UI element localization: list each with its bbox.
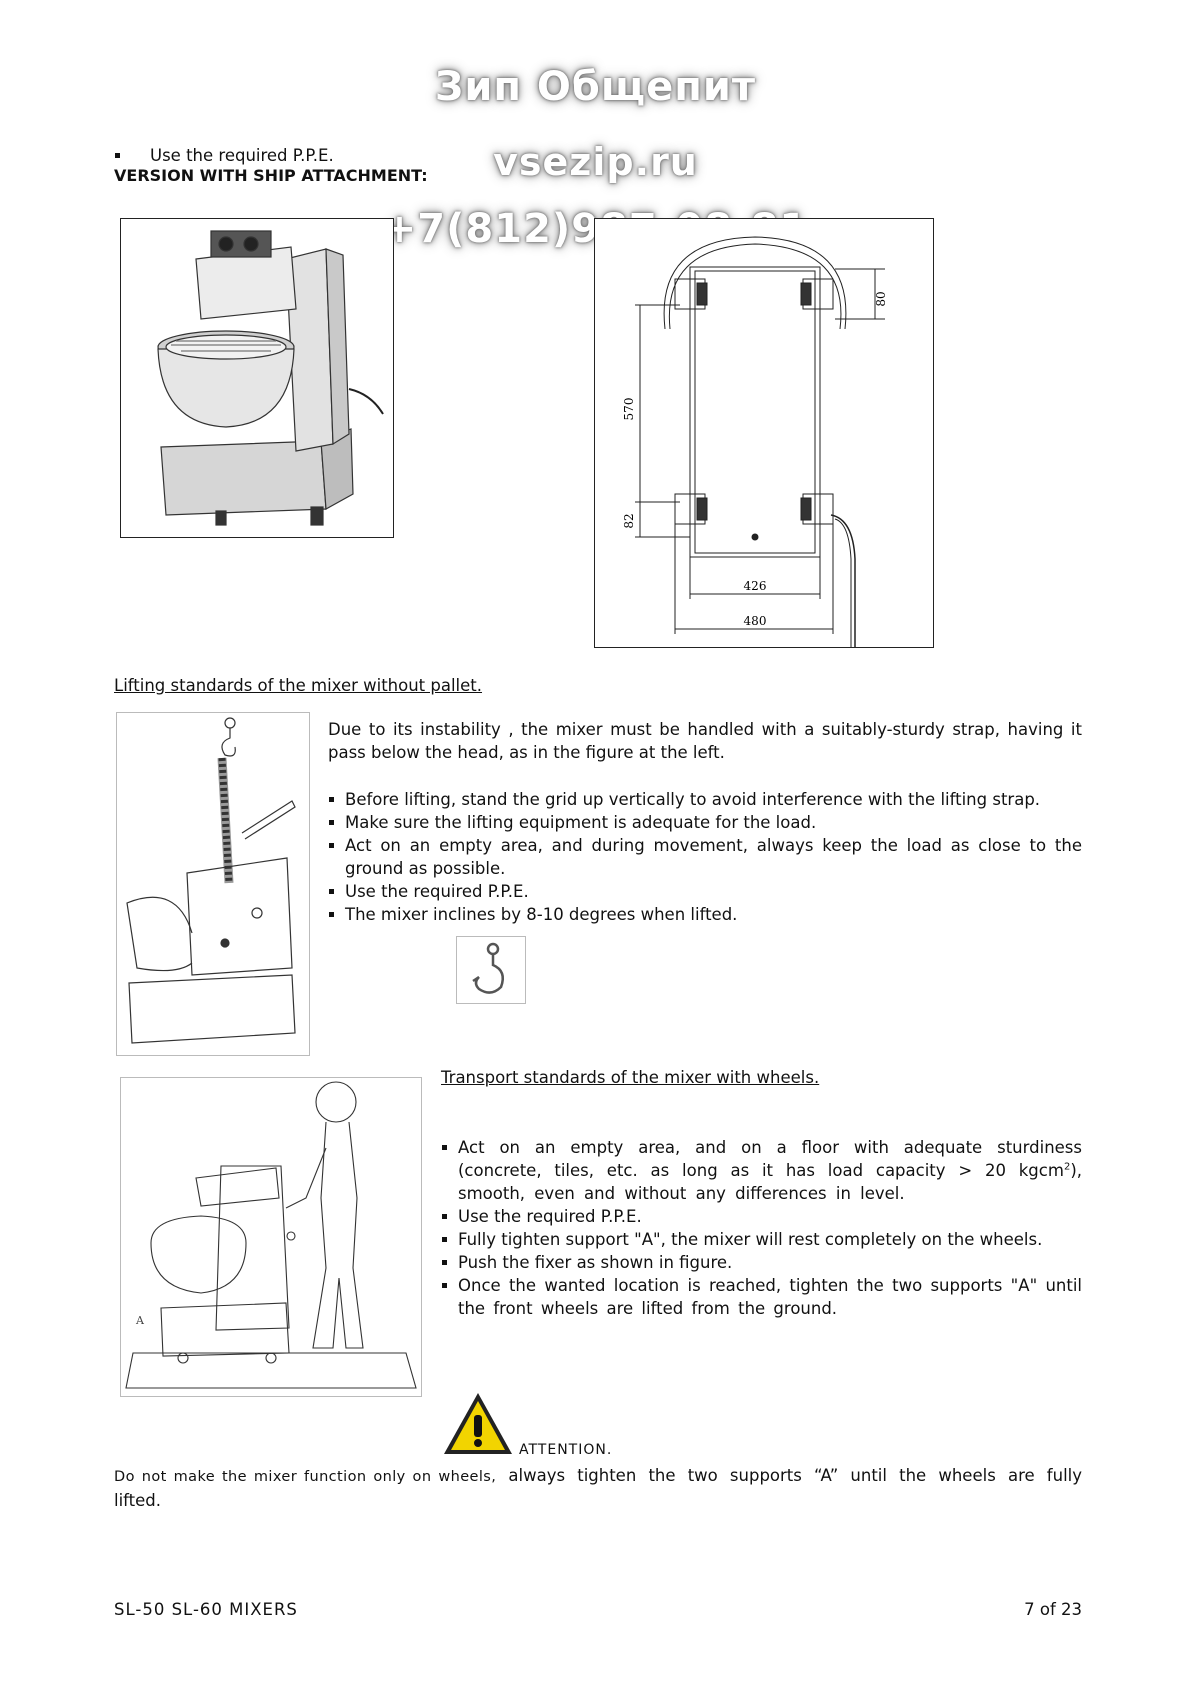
attention-text-large: always tighten the two supports “A” until the wheels are fully lifted. <box>114 1466 1083 1510</box>
dim-label-570: 570 <box>622 397 636 421</box>
figure-label-a: A <box>136 1314 144 1327</box>
list-item: Use the required P.P.E. <box>114 144 714 167</box>
transport-bullet-1-post: ), smooth, even and without any differences in level. <box>458 1161 1082 1203</box>
list-item: The mixer inclines by 8-10 degrees when lifted. <box>328 903 1082 926</box>
list-item: Act on an empty area, and during movement, always keep the load as close to the ground as possible. <box>328 834 1082 880</box>
list-item: Fully tighten support "A", the mixer will rest completely on the wheels. <box>441 1228 1082 1251</box>
transport-figure <box>120 1077 422 1397</box>
mixer-3d-figure <box>120 218 394 538</box>
dim-label-480: 480 <box>743 614 767 628</box>
watermark-site: vsezip.ru <box>493 140 698 184</box>
superscript: 2 <box>1063 1161 1071 1173</box>
attention-text <box>114 1464 1082 1512</box>
warning-icon-drawing <box>441 1388 515 1458</box>
footer-doc-title: SL-50 SL-60 MIXERS <box>114 1600 298 1619</box>
section-heading-ship-attachment: VERSION WITH SHIP ATTACHMENT: <box>114 166 428 185</box>
dim-label-82: 82 <box>622 513 636 529</box>
list-item <box>441 1136 1082 1205</box>
dimension-drawing <box>595 219 933 647</box>
top-bullet-list <box>114 144 714 167</box>
transport-drawing <box>121 1078 421 1396</box>
transport-bullet-list <box>441 1136 1082 1320</box>
dim-label-80: 80 <box>874 291 888 307</box>
attention-label: ATTENTION. <box>519 1442 613 1458</box>
hook-icon <box>456 936 526 1004</box>
mixer-3d-drawing <box>121 219 393 537</box>
footer-page-number: 7 of 23 <box>1024 1600 1082 1619</box>
lifting-intro: Due to its instability , the mixer must be handled with a suitably-sturdy strap, having it pass below the head, as in the figure at the left. <box>328 720 1082 762</box>
list-item: Push the fixer as shown in figure. <box>441 1251 1082 1274</box>
dim-label-426: 426 <box>743 579 767 593</box>
list-item: Use the required P.P.E. <box>328 880 1082 903</box>
lifting-drawing <box>117 713 309 1055</box>
lifting-figure <box>116 712 310 1056</box>
watermark-company: Зип Общепит <box>434 64 757 110</box>
transport-bullet-1-pre: Act on an empty area, and on a floor with adequate sturdiness (concrete, tiles, etc. as long as it has load capacity > 20 kgcm <box>458 1138 1082 1180</box>
warning-icon <box>441 1388 515 1458</box>
list-item: Use the required P.P.E. <box>441 1205 1082 1228</box>
transport-section-title: Transport standards of the mixer with wheels. <box>441 1068 820 1087</box>
hook-icon-drawing <box>457 937 525 1003</box>
list-item: Before lifting, stand the grid up vertically to avoid interference with the lifting strap. <box>328 788 1082 811</box>
lifting-bullet-list <box>328 788 1082 926</box>
list-item: Once the wanted location is reached, tighten the two supports "A" until the front wheels are lifted from the ground. <box>441 1274 1082 1320</box>
lifting-section-title: Lifting standards of the mixer without pallet. <box>114 676 483 695</box>
attention-text-small: Do not make the mixer function only on wheels, <box>114 1469 497 1485</box>
list-item: Make sure the lifting equipment is adequate for the load. <box>328 811 1082 834</box>
dimension-drawing-figure <box>594 218 934 648</box>
